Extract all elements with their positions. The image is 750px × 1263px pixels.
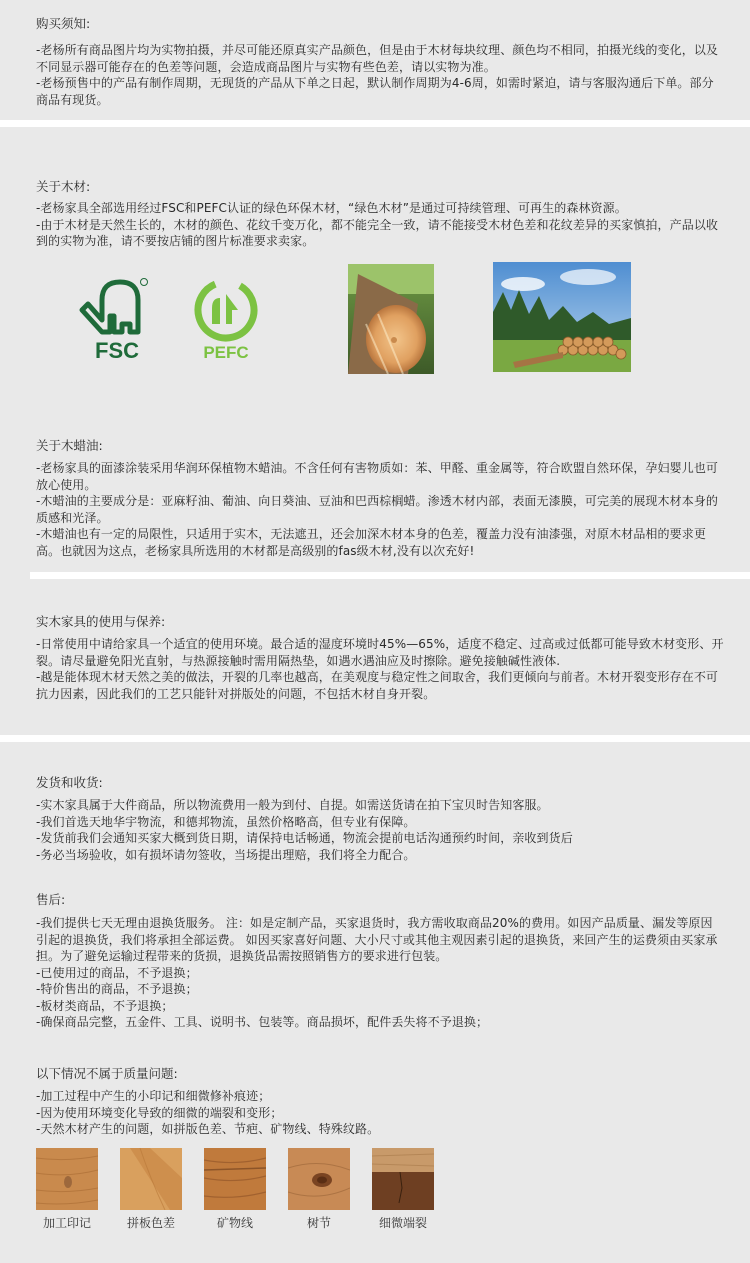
pefc-logo [188,274,268,364]
aftersale-heading: 售后: [36,892,66,907]
shipping-line: -发货前我们会通知买家大概到货日期，请保持电话畅通，物流会提前电话沟通预约时间，亲收到货后 [36,831,573,845]
swatch-label: 矿物线 [216,1216,253,1230]
shipping-line: -实木家具属于大件商品，所以物流费用一般为到付、自提。如需送货请在拍下宝贝时告知客服。 [36,798,549,812]
oil-line: -木蜡油的主要成分是：亚麻籽油、葡油、向日葵油、豆油和巴西棕榈蜡。渗透木材内部，表面无漆膜，可完美的展现木材本身的质感和光泽。 [36,494,719,525]
swatch-label: 细微端裂 [378,1216,427,1230]
purchase-paragraph [36,42,724,108]
quality-paragraph [36,1088,724,1138]
aftersale-line: -我们提供七天无理由退换货服务。 注：如是定制产品，买家退货时，我方需收取商品20%的费用。如因产品质量、漏发等原因引起的退换货，我们将承担全部运费。 如因买家喜好问题、大小尺寸或其他主观因素引起的退换货，来回产生的运费须由买家承担。为了避免运输过程带来的货损，退换货品需按照销售方的要求进行包装。 [36,916,718,963]
shipping-line: -我们首选天地华宇物流，和德邦物流，虽然价格略高，但专业有保障。 [36,814,416,829]
oil-line: -木蜡油也有一定的局限性，只适用于实木，无法遮丑，还会加深木材本身的色差，覆盖力没有油漆强，对原木材品相的要求更高。也就因为这点，老杨家具所选用的木材都是高级别的fas级木材,没有以次充好! [36,527,706,558]
section-divider [30,572,750,579]
aftersale-line: -已使用过的商品，不予退换； [36,965,198,980]
quality-line: -加工过程中产生的小印记和细微修补痕迹； [36,1089,271,1103]
oil-line: -老杨家具的面漆涂装采用华润环保植物木蜡油。不含任何有害物质如：苯、甲醛、重金属等，符合欧盟自然环保，孕妇婴儿也可放心使用。 [36,461,719,492]
wood-paragraph [36,200,724,250]
swatch-mineral-streak [204,1148,266,1210]
swatch-panel-color-difference [120,1148,182,1210]
aftersale-line: -板材类商品，不予退换； [36,998,174,1013]
aftersale-paragraph [36,915,724,1031]
wood-line: -老杨家具全部选用经过FSC和PEFC认证的绿色环保木材，“绿色木材”是通过可持续管理、可再生的森林资源。 [36,201,627,215]
care-line: -日常使用中请给家具一个适宜的使用环境。最合适的湿度环境时45%—65%，适度不稳定、过高或过低都可能导致木材变形、开裂。请尽量避免阳光直射，与热源接触时需用隔热垫，如遇水遇油应及时擦除。避免接触碱性液体. [36,637,724,668]
shipping-line: -务必当场验收，如有损坏请勿签收，当场提出理赔，我们将全力配合。 [36,847,416,862]
oil-paragraph [36,460,724,559]
aftersale-line: -确保商品完整，五金件、工具、说明书、包装等。商品损坏，配件丢失将不予退换； [36,1015,489,1029]
quality-line: -天然木材产生的问题，如拼版色差、节疤、矿物线、特殊纹路。 [36,1122,380,1136]
care-line: -越是能体现木材天然之美的做法，开裂的几率也越高，在美观度与稳定性之间取舍，我们更倾向与前者。木材开裂变形存在不可抗力因素，因此我们的工艺只能针对拼版处的问题，不包括木材自身开裂。 [36,670,719,701]
purchase-line: -老杨所有商品图片均为实物拍摄，并尽可能还原真实产品颜色，但是由于木材每块纹理、颜色均不相同，拍摄光线的变化，以及不同显示器可能存在的色差等问题，会造成商品图片与实物有些色差，请以实物为准。 [36,43,719,74]
section-divider [0,735,750,742]
care-paragraph [36,636,724,702]
care-heading: 实木家具的使用与保养: [36,614,166,629]
swatch-end-crack [372,1148,434,1210]
swatch-label: 加工印记 [42,1216,91,1230]
quality-heading: 以下情况不属于质量问题: [36,1066,178,1081]
wood-heading: 关于木材: [36,179,91,194]
swatch-knot [288,1148,350,1210]
shipping-paragraph [36,797,724,863]
shipping-heading: 发货和收货: [36,775,103,790]
swatch-processing-mark [36,1148,98,1210]
quality-line: -因为使用环境变化导致的细微的端裂和变形； [36,1105,283,1120]
purchase-heading: 购买须知: [36,16,91,31]
fsc-logo [72,270,162,365]
swatch-label: 拼板色差 [126,1216,175,1230]
purchase-line: -老杨预售中的产品有制作周期，无现货的产品从下单之日起，默认制作周期为4-6周，如需时紧迫，请与客服沟通后下单。部分商品有现货。 [36,76,714,107]
section-divider [0,120,750,127]
oil-heading: 关于木蜡油: [36,438,103,453]
wood-line: -由于木材是天然生长的，木材的颜色、花纹千变万化，都不能完全一致，请不能接受木材色差和花纹差异的买家慎拍，产品以收到的实物为准，请不要按店铺的图片标准要求卖家。 [36,217,719,248]
log-photo [348,264,434,374]
pefc-logo-text: PEFC [203,343,249,362]
aftersale-line: -特价售出的商品，不予退换； [36,982,198,996]
swatch-label: 树节 [306,1216,331,1230]
forest-timber-photo [493,262,631,372]
fsc-logo-text: FSC [95,338,139,363]
